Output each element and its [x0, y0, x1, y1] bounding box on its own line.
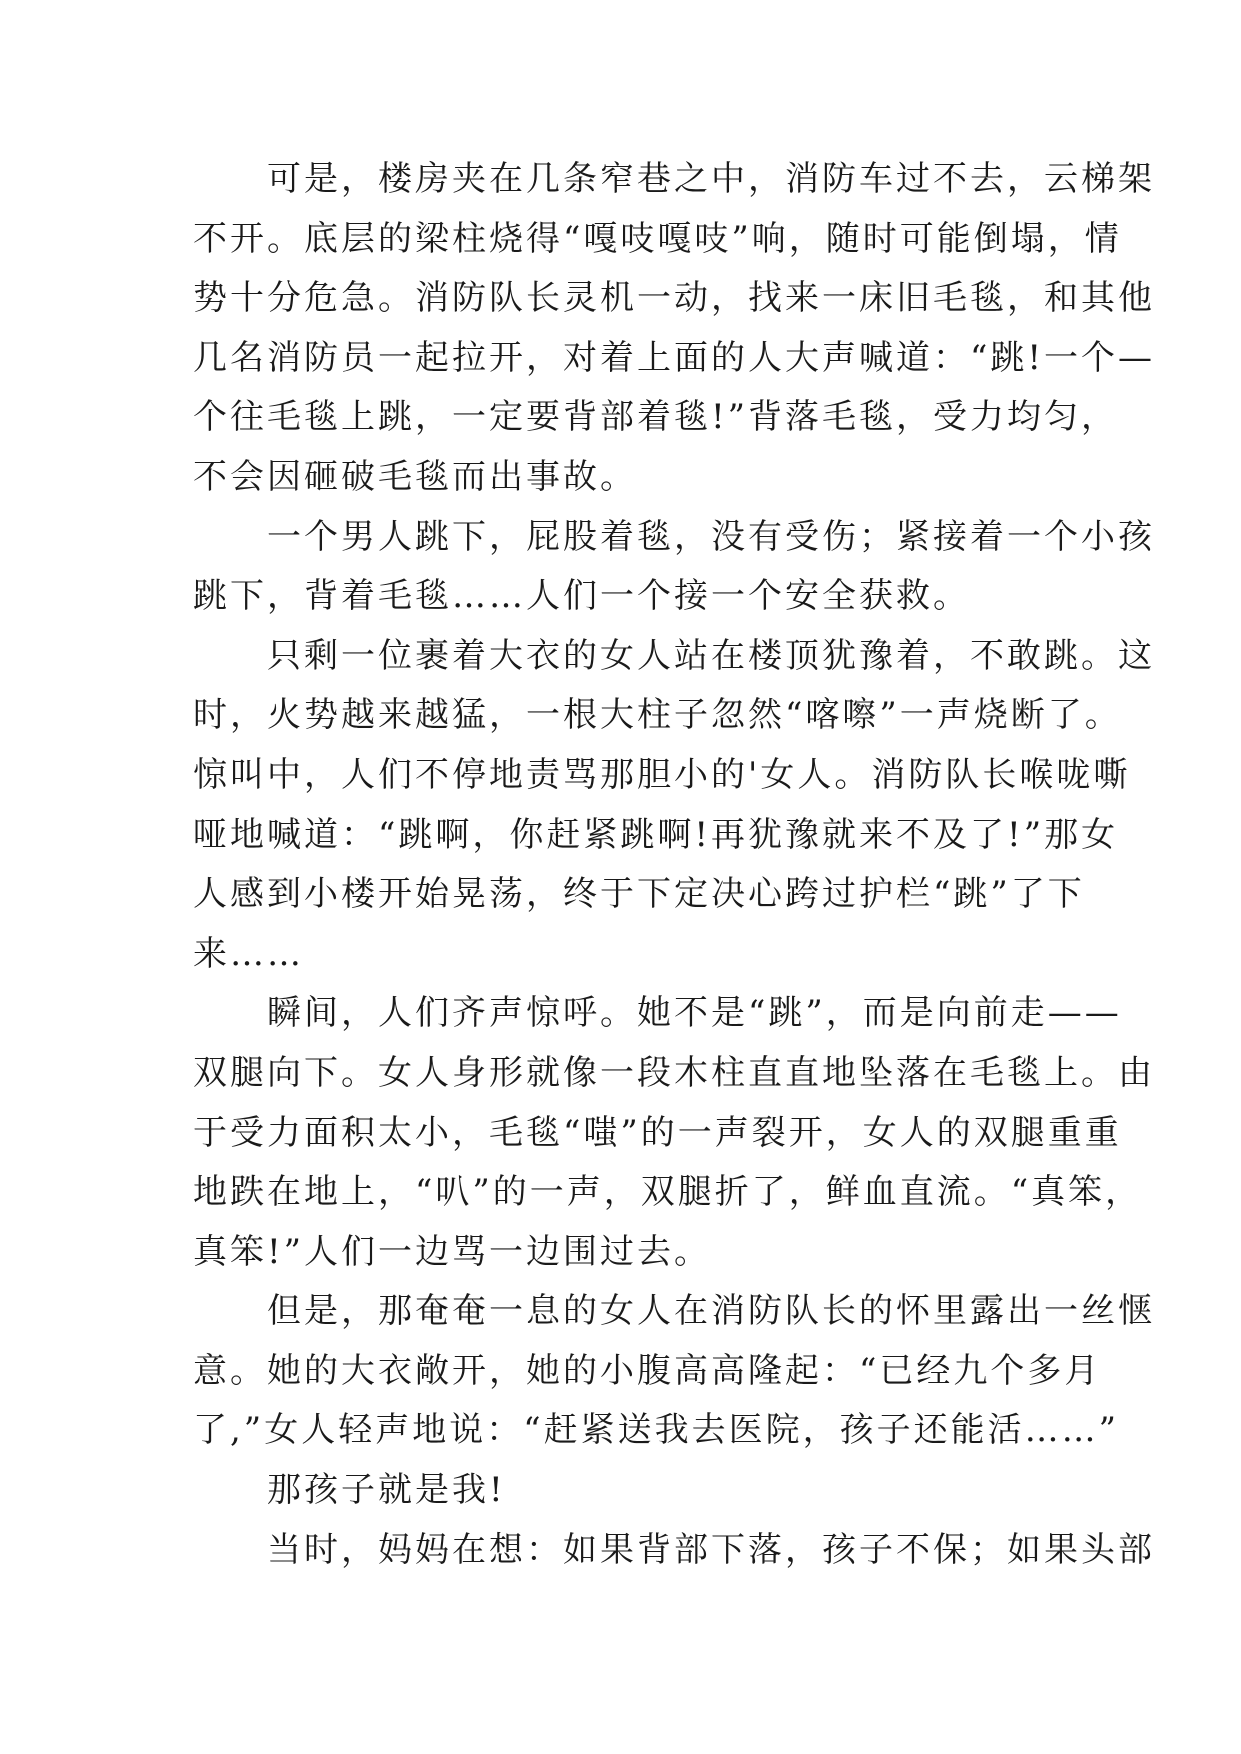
text-line: 真笨!”人们一边骂一边围过去。 [193, 1231, 712, 1272]
story-text [193, 150, 1156, 1580]
text-line: 当时，妈妈在想：如果背部下落，孩子不保；如果头部 [193, 1529, 1155, 1570]
text-line: 来…… [193, 933, 304, 974]
text-line: 一个男人跳下，屁股着毯，没有受伤；紧接着一个小孩 [193, 516, 1155, 557]
text-line: 不开。底层的梁柱烧得“嘎吱嘎吱”响，随时可能倒塌，情 [193, 218, 1122, 259]
text-line: 惊叫中，人们不停地责骂那胆小的'女人。消防队长喉咙嘶 [193, 754, 1131, 795]
text-line: 个往毛毯上跳，一定要背部着毯!”背落毛毯，受力均匀， [193, 397, 1119, 438]
text-line: 那孩子就是我! [193, 1470, 506, 1511]
text-line: 可是，楼房夹在几条窄巷之中，消防车过不去，云梯架 [193, 159, 1155, 199]
text-line: 意。她的大衣敞开，她的小腹高高隆起：“已经九个多月 [193, 1350, 1102, 1391]
text-line: 跳下，背着毛毯……人们一个接一个安全获救。 [193, 576, 970, 617]
text-line: 于受力面积太小，毛毯“嗤”的一声裂开，女人的双腿重重 [193, 1112, 1122, 1153]
text-line: 只剩一位裹着大衣的女人站在楼顶犹豫着，不敢跳。这 [193, 635, 1155, 676]
text-line: 了,”女人轻声地说：“赶紧送我去医院，孩子还能活……” [193, 1410, 1119, 1451]
text-line: 势十分危急。消防队长灵机一动，找来一床旧毛毯，和其他 [193, 278, 1155, 319]
text-line: 瞬间，人们齐声惊呼。她不是“跳”，而是向前走—— [193, 993, 1122, 1034]
text-line: 不会因砸破毛毯而出事故。 [193, 456, 637, 497]
text-line: 但是，那奄奄一息的女人在消防队长的怀里露出一丝惬 [193, 1291, 1155, 1332]
text-line: 人感到小楼开始晃荡，终于下定决心跨过护栏“跳”了下 [193, 874, 1085, 915]
text-line: 地跌在地上，“叭”的一声，双腿折了，鲜血直流。“真笨， [193, 1172, 1143, 1213]
text-line: 几名消防员一起拉开，对着上面的人大声喊道：“跳!一个— [193, 337, 1156, 378]
text-line: 双腿向下。女人身形就像一段木柱直直地坠落在毛毯上。由 [193, 1052, 1155, 1093]
text-line: 哑地喊道：“跳啊，你赶紧跳啊!再犹豫就来不及了!”那女 [193, 814, 1119, 855]
text-line: 时，火势越来越猛，一根大柱子忽然“喀嚓”一声烧断了。 [193, 695, 1122, 736]
